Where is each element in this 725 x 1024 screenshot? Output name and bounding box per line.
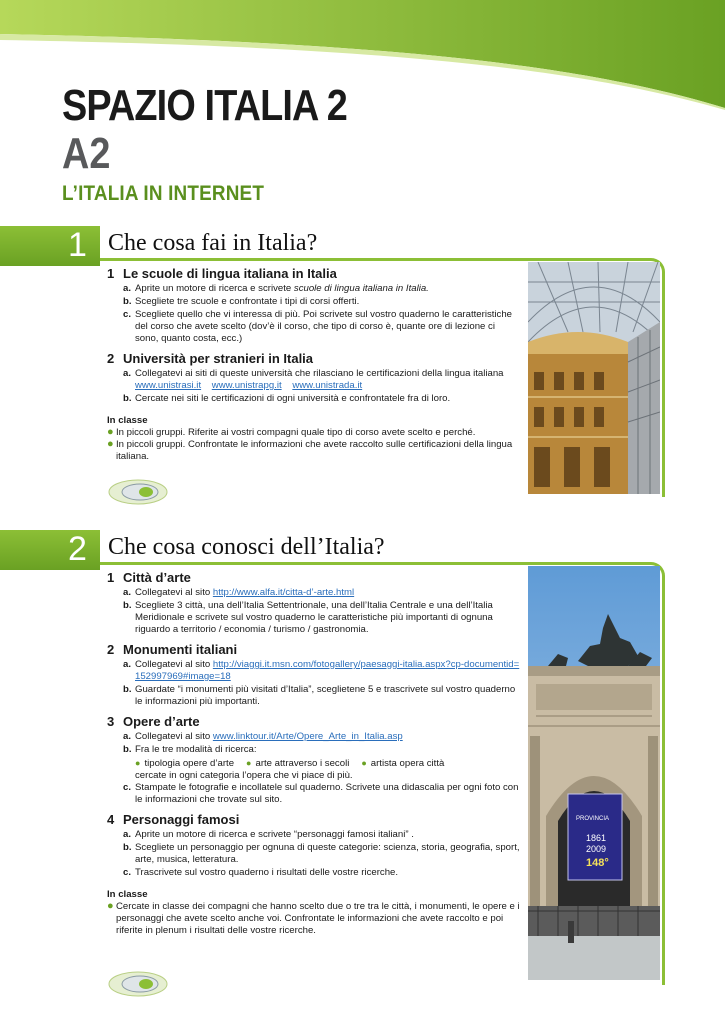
item-letter: a. — [123, 587, 132, 598]
item-text: Trascrivete sul vostro quaderno i risultati delle vostre ricerche. — [135, 867, 399, 878]
link-unistrapg[interactable]: www.unistrapg.it — [211, 380, 282, 391]
item-letter: a. — [123, 368, 132, 379]
poster-year-2: 2009 — [586, 844, 607, 854]
link-unistrada[interactable]: www.unistrada.it — [292, 380, 363, 391]
list-item — [123, 309, 521, 345]
item-text: Aprite un motore di ricerca e scrivete “personaggi famosi italiani” . — [135, 829, 414, 840]
list-item — [123, 283, 521, 295]
in-classe-label: In classe — [107, 889, 148, 900]
item-text: Stampate le fotografie e incollatele sul quaderno. Scrivete una didascalia per ogni foto con le informazioni che trovate sul sito. — [135, 782, 519, 805]
list-item — [123, 867, 521, 879]
item-letter: b. — [123, 296, 132, 307]
list-item — [123, 842, 521, 866]
item-text: Collegatevi al sito — [135, 731, 213, 742]
item-letter: a. — [123, 731, 132, 742]
section-1-number: 1 — [68, 226, 87, 264]
s1-part-1-heading: Le scuole di lingua italiana in Italia — [123, 266, 337, 281]
item-text: Scegliete un personaggio per ognuna di queste categorie: scienza, storia, geografia, sport, arte, musica, letteratura. — [135, 842, 520, 865]
in-classe-item — [107, 427, 521, 439]
link-linktour[interactable]: www.linktour.it/Arte/Opere_Arte_in_Italia.asp — [212, 731, 403, 742]
s2-part-2-heading: Monumenti italiani — [123, 642, 238, 657]
item-text: Scegliete 3 città, una dell’Italia Settentrionale, una dell’Italia Centrale e una dell’Italia Meridionale e scrivete sul vostro quaderno le caratteristiche più importanti di ognuna riguardo a territorio / economia / turismo / gastronomia. — [135, 600, 493, 635]
s2-part-1-heading: Città d’arte — [123, 570, 191, 585]
s1-part-1-number: 1 — [107, 266, 115, 281]
s2-part-2 — [107, 644, 521, 708]
list-item — [123, 829, 521, 841]
item-text: Scegliete quello che vi interessa di più. Poi scrivete sul vostro quaderno le caratteristiche del corso che avete scelto (dov’è il corso, che tipo di corso è, quante ore di lezione ci sono, quanto costa, ecc.) — [135, 309, 513, 344]
item-text: Collegatevi al sito — [135, 587, 213, 598]
item-text: Guardate “i monumenti più visitati d’Italia”, sceglietene 5 e trascrivete sul vostro quaderno le informazioni più importanti. — [135, 684, 516, 707]
item-text: Fra le tre modalità di ricerca: — [135, 744, 257, 755]
section-1-content — [107, 268, 521, 463]
section-2-content — [107, 572, 521, 937]
section-2-title: Che cosa conosci dell’Italia? — [108, 534, 385, 560]
poster-year-1: 1861 — [586, 833, 607, 843]
s2-part-4-heading: Personaggi famosi — [123, 812, 240, 827]
s2-part-4 — [107, 814, 521, 879]
modes-after-text: cercate in ogni categoria l’opera che vi piace di più. — [135, 770, 353, 781]
list-item — [123, 659, 521, 683]
list-item — [123, 744, 521, 756]
bullet-icon: ● — [107, 438, 114, 450]
mode-item: ● arte attraverso i secoli — [246, 757, 349, 770]
list-item — [123, 296, 521, 308]
list-item — [123, 782, 521, 806]
s2-part-4-number: 4 — [107, 812, 115, 827]
s2-part-3-number: 3 — [107, 714, 115, 729]
bullet-text: In piccoli gruppi. Confrontate le informazioni che avete raccolto sulle certificazioni della lingua italiana. — [116, 439, 513, 462]
bullet-icon: ● — [107, 426, 114, 438]
mode-item: ● tipologia opere d’arte — [135, 757, 234, 770]
list-item — [123, 684, 521, 708]
item-letter: c. — [123, 867, 132, 878]
item-letter: a. — [123, 283, 132, 294]
s2-part-1-number: 1 — [107, 570, 115, 585]
monument-photo — [528, 566, 660, 980]
link-unistrasi[interactable]: www.unistrasi.it — [135, 380, 202, 391]
item-letter: c. — [123, 782, 132, 793]
section-1-title: Che cosa fai in Italia? — [108, 230, 318, 256]
item-letter: b. — [123, 393, 132, 404]
page-subtitle: L’ITALIA IN INTERNET — [62, 182, 265, 205]
page-title: SPAZIO ITALIA 2 — [62, 81, 347, 130]
item-letter: b. — [123, 744, 132, 755]
list-item — [123, 393, 521, 405]
s2-part-3 — [107, 716, 521, 806]
mode-item: ● artista opera città — [361, 757, 444, 770]
list-item — [123, 368, 521, 392]
link-citta-arte[interactable]: http://www.alfa.it/citta-d’-arte.html — [212, 587, 355, 598]
in-classe-label: In classe — [107, 415, 148, 426]
bullet-icon: ● — [107, 900, 114, 912]
item-emphasis: scuole di lingua italiana in Italia. — [293, 283, 429, 294]
list-item — [123, 731, 521, 743]
poster-anniversary: 148° — [586, 857, 609, 869]
item-letter: c. — [123, 309, 132, 320]
item-text: Scegliete tre scuole e confrontate i tipi di corsi offerti. — [135, 296, 360, 307]
s1-part-2 — [107, 353, 521, 405]
mouse-icon — [108, 478, 168, 506]
bullet-text: In piccoli gruppi. Riferite ai vostri compagni quale tipo di corso avete scelto e perché. — [116, 427, 476, 438]
list-item — [123, 587, 521, 599]
item-letter: a. — [123, 659, 132, 670]
item-text: Collegatevi ai siti di queste università che rilasciano le certificazioni della lingua italiana — [135, 368, 504, 379]
in-classe-item — [107, 439, 521, 463]
mouse-icon — [108, 970, 168, 998]
poster-line: PROVINCIA — [576, 816, 610, 822]
link-monumenti[interactable]: http://viaggi.it.msn.com/fotogallery/paesaggi-italia.aspx?cp-documentid=152997969#image=18 — [135, 659, 520, 682]
bullet-text: Cercate in classe dei compagni che hanno scelto due o tre tra le città, i monumenti, le opere e i personaggi che avete scelto anche voi. Confrontate le informazioni che avete raccolto e poi riferite in plenum i risultati delle vostre ricerche. — [116, 901, 520, 936]
s2-part-2-number: 2 — [107, 642, 115, 657]
section-2-number: 2 — [68, 530, 87, 568]
item-letter: b. — [123, 842, 132, 853]
s1-part-2-number: 2 — [107, 351, 115, 366]
item-text: Collegatevi al sito — [135, 659, 213, 670]
galleria-photo — [528, 262, 660, 494]
s2-part-1 — [107, 572, 521, 636]
s1-part-1 — [107, 268, 521, 345]
s2-part-3-heading: Opere d’arte — [123, 714, 200, 729]
research-modes — [135, 757, 521, 770]
item-text: Aprite un motore di ricerca e scrivete — [135, 283, 294, 294]
s1-part-2-heading: Università per stranieri in Italia — [123, 351, 314, 366]
item-text: Cercate nei siti le certificazioni di ogni università e confrontatele fra di loro. — [135, 393, 451, 404]
item-letter: a. — [123, 829, 132, 840]
level-label: A2 — [62, 129, 111, 178]
list-item — [123, 600, 521, 636]
item-letter: b. — [123, 600, 132, 611]
in-classe-item — [107, 901, 521, 937]
item-letter: b. — [123, 684, 132, 695]
